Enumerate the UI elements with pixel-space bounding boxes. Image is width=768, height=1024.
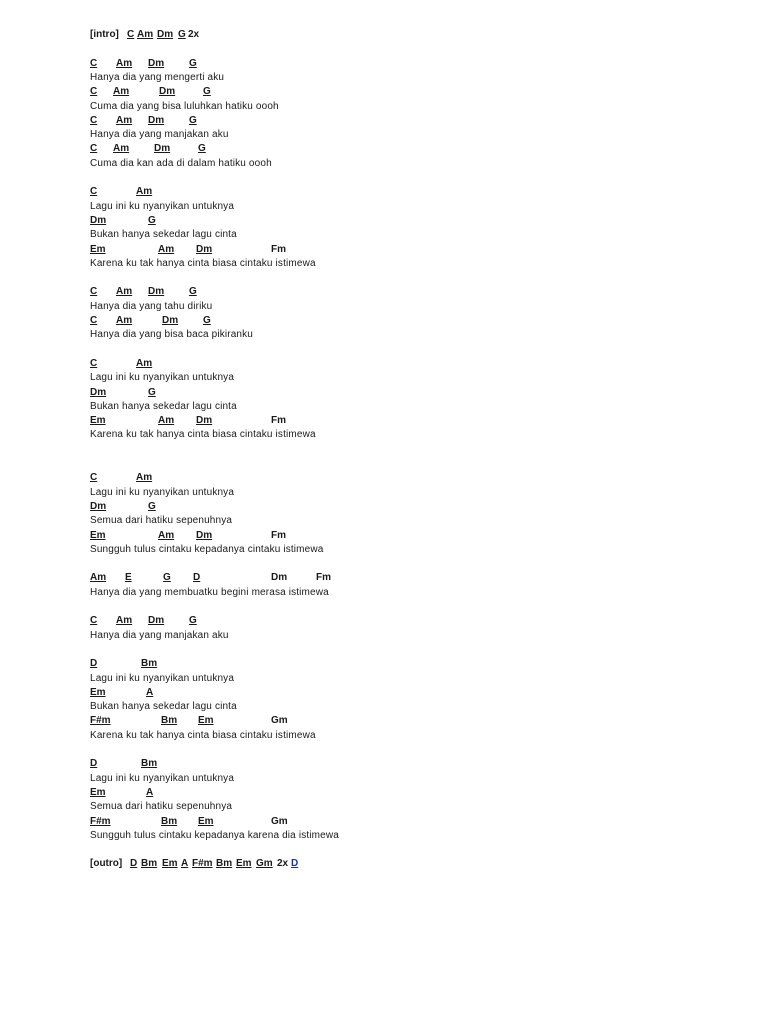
chord-line — [90, 285, 390, 299]
chord: F#m — [192, 858, 213, 870]
lyric-line: Lagu ini ku nyanyikan untuknya — [90, 486, 235, 498]
chord: D — [90, 658, 98, 670]
chord: E — [125, 572, 132, 584]
chord: G — [203, 315, 211, 326]
chord: F#m — [90, 815, 111, 827]
chord: G — [163, 572, 171, 584]
chord: Em — [90, 529, 106, 541]
chord: G — [148, 500, 156, 512]
chord: Dm — [154, 143, 171, 155]
chord-text: Fm — [271, 529, 286, 541]
lyric-line: Karena ku tak hanya cinta biasa cintaku istimewa — [90, 257, 316, 269]
section-label: [outro] — [90, 858, 123, 870]
lyric-line: Semua dari hatiku sepenuhnya — [90, 801, 233, 813]
chord: Am — [116, 315, 133, 326]
chord: Dm — [157, 29, 174, 40]
chord: G — [189, 114, 197, 126]
chord: Em — [90, 686, 106, 698]
chord: C — [90, 315, 98, 326]
chord: D — [193, 572, 201, 584]
chord-line — [90, 529, 390, 543]
lyric-line: Lagu ini ku nyanyikan untuknya — [90, 672, 235, 684]
chord: Bm — [161, 815, 178, 827]
lyric-line: Hanya dia yang manjakan aku — [90, 129, 229, 141]
chord: Gm — [256, 858, 273, 870]
chord: D — [90, 758, 98, 770]
lyric-line: Cuma dia kan ada di dalam hatiku oooh — [90, 157, 272, 169]
chord-line — [90, 142, 390, 156]
chord-line — [90, 571, 390, 585]
chord: Dm — [90, 500, 107, 512]
lyric-line: Hanya dia yang mengerti aku — [90, 71, 225, 83]
lyric-line: Bukan hanya sekedar lagu cinta — [90, 229, 237, 241]
chord-text: Dm — [271, 572, 288, 584]
chord: Am — [137, 29, 154, 40]
chord: C — [90, 615, 98, 627]
chord-line — [90, 500, 390, 514]
chord: G — [203, 86, 211, 98]
lyric-line: Lagu ini ku nyanyikan untuknya — [90, 200, 235, 212]
chord: G — [189, 57, 197, 69]
chord: Bm — [216, 858, 233, 870]
chord: Dm — [90, 386, 107, 398]
chord: A — [146, 786, 154, 798]
chord: Bm — [161, 715, 178, 727]
chord: Am — [136, 357, 153, 369]
chord: Am — [158, 529, 175, 541]
chord: C — [90, 357, 98, 369]
lyric-line: Hanya dia yang bisa baca pikiranku — [90, 329, 253, 341]
chord: Dm — [196, 243, 213, 255]
chord-line — [90, 757, 390, 771]
chord: Am — [136, 186, 153, 198]
chord: C — [90, 143, 98, 155]
chord-line — [90, 657, 390, 671]
chord: Em — [198, 815, 214, 827]
chord: Bm — [141, 858, 158, 870]
chord: C — [127, 29, 135, 40]
chord: C — [90, 286, 98, 298]
chord: Am — [116, 114, 133, 126]
chord-line — [90, 686, 390, 700]
chord: G — [148, 214, 156, 226]
chord: Em — [90, 786, 106, 798]
chord-line — [90, 57, 390, 71]
chord: Am — [90, 572, 107, 584]
lyric-line: Bukan hanya sekedar lagu cinta — [90, 400, 237, 412]
chord: C — [90, 57, 98, 69]
chord: G — [198, 143, 206, 155]
chord-line — [90, 386, 390, 400]
chord: Am — [136, 472, 153, 484]
chord: G — [189, 615, 197, 627]
chord: Em — [236, 858, 252, 870]
lyric-line: Hanya dia yang membuatku begini merasa istimewa — [90, 586, 329, 598]
chord: A — [181, 858, 189, 870]
chord-text: Gm — [271, 715, 288, 727]
chord: D — [130, 858, 138, 870]
chord: C — [90, 86, 98, 98]
chord: Am — [113, 86, 130, 98]
chord: Dm — [196, 415, 213, 427]
chord: G — [148, 386, 156, 398]
chord: Am — [116, 57, 133, 69]
chord: Bm — [141, 758, 158, 770]
chord: Dm — [148, 57, 165, 69]
lyric-line: Sungguh tulus cintaku kepadanya karena dia istimewa — [90, 829, 339, 841]
chord: F#m — [90, 715, 111, 727]
chord-text: Fm — [271, 415, 286, 427]
chord: Dm — [162, 315, 179, 326]
lyric-line: Karena ku tak hanya cinta biasa cintaku istimewa — [90, 729, 316, 741]
chord: G — [178, 29, 186, 40]
chord-text: 2x — [188, 29, 200, 40]
lyric-line: Lagu ini ku nyanyikan untuknya — [90, 372, 235, 384]
chord-line — [90, 414, 390, 428]
lyric-line: Semua dari hatiku sepenuhnya — [90, 515, 233, 527]
chord: Am — [158, 415, 175, 427]
chord: A — [146, 686, 154, 698]
chord-line — [90, 786, 390, 800]
chord: Am — [116, 615, 133, 627]
lyric-line: Karena ku tak hanya cinta biasa cintaku istimewa — [90, 429, 316, 441]
chord-link[interactable]: D — [291, 858, 299, 870]
chord: Dm — [90, 214, 107, 226]
chord: Am — [113, 143, 130, 155]
chord-line — [90, 357, 390, 371]
chord-line — [90, 614, 390, 628]
chord: Am — [158, 243, 175, 255]
chord-line — [90, 28, 390, 42]
lyric-line: Sungguh tulus cintaku kepadanya cintaku istimewa — [90, 543, 324, 555]
lyric-line: Hanya dia yang manjakan aku — [90, 629, 229, 641]
chord: Dm — [148, 114, 165, 126]
chord-text: Fm — [316, 572, 331, 584]
chord: Dm — [148, 286, 165, 298]
chord: Em — [90, 415, 106, 427]
section-label: [intro] — [90, 29, 119, 40]
chord-line — [90, 471, 390, 485]
chord-line — [90, 185, 390, 199]
chord-text: Gm — [271, 815, 288, 827]
chord: Em — [90, 243, 106, 255]
chord-line — [90, 815, 390, 829]
chord-text: 2x — [277, 858, 289, 870]
chord-line — [90, 857, 390, 871]
chord-line — [90, 314, 390, 328]
chord: C — [90, 114, 98, 126]
lyric-line: Bukan hanya sekedar lagu cinta — [90, 701, 237, 713]
chord-line — [90, 114, 390, 128]
lyric-line: Lagu ini ku nyanyikan untuknya — [90, 772, 235, 784]
chord-line — [90, 85, 390, 99]
chord-text: Fm — [271, 243, 286, 255]
chord: G — [189, 286, 197, 298]
chord: Dm — [159, 86, 176, 98]
chord: Dm — [196, 529, 213, 541]
chord-line — [90, 214, 390, 228]
chord: C — [90, 472, 98, 484]
chord-line — [90, 714, 390, 728]
chord: Em — [162, 858, 178, 870]
chord: Dm — [148, 615, 165, 627]
chord-line — [90, 243, 390, 257]
chord: Bm — [141, 658, 158, 670]
chord: C — [90, 186, 98, 198]
chord: Am — [116, 286, 133, 298]
lyric-line: Cuma dia yang bisa luluhkan hatiku oooh — [90, 100, 279, 112]
lyric-line: Hanya dia yang tahu diriku — [90, 300, 213, 312]
chord: Em — [198, 715, 214, 727]
